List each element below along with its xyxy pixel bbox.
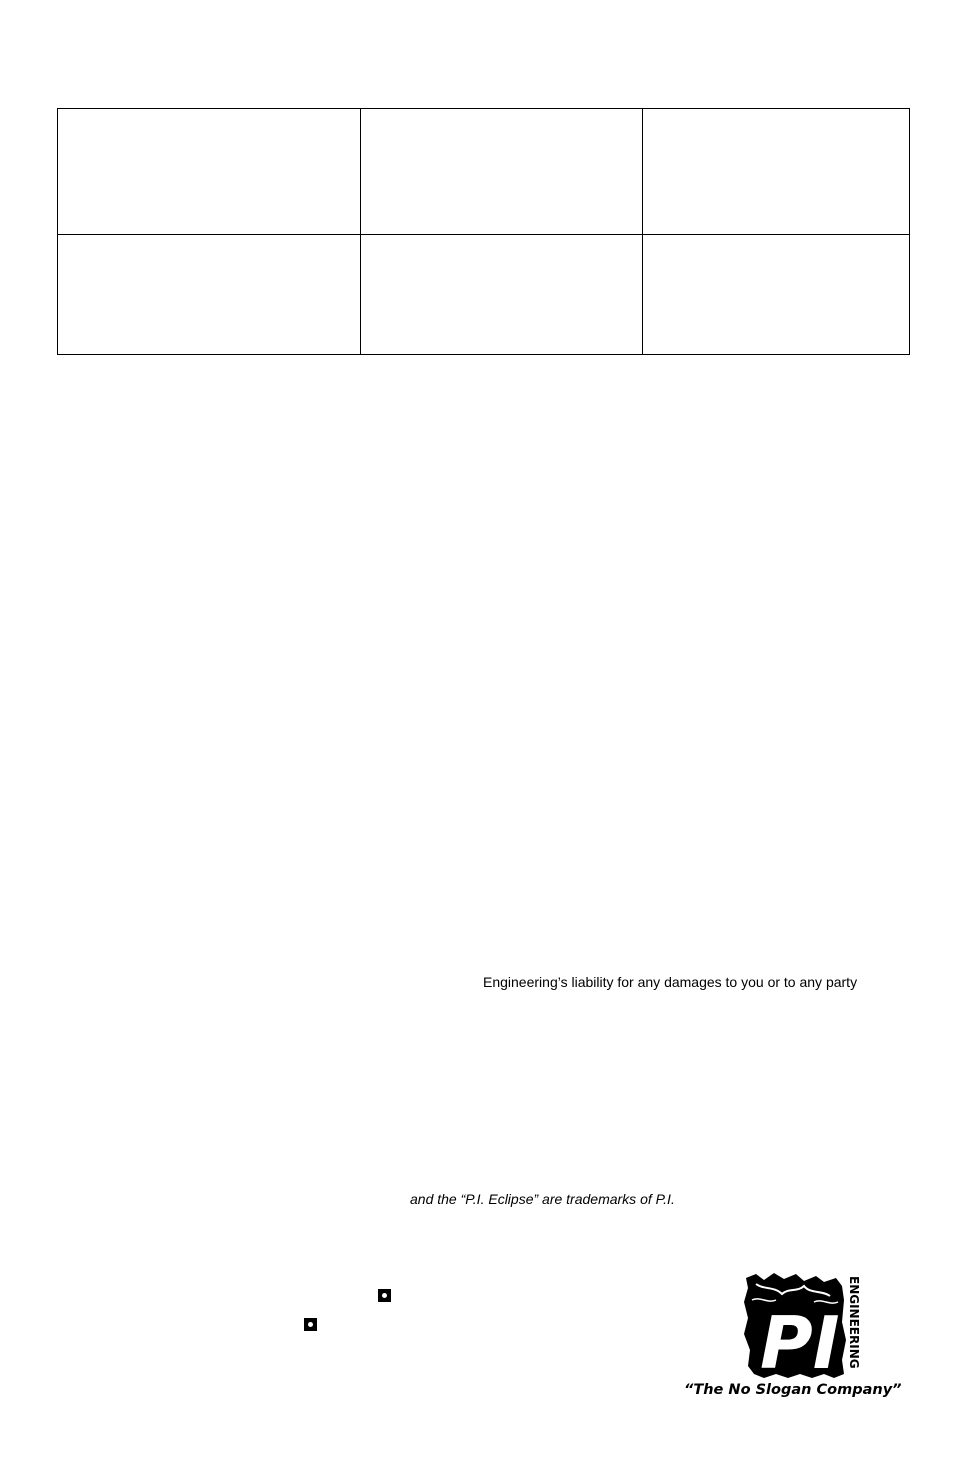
table-cell [643,235,910,355]
table-cell [361,235,643,355]
table-cell [643,109,910,235]
table-cell [361,109,643,235]
logo-side-text [847,1276,861,1369]
trademark-text: and the “P.I. Eclipse” are trademarks of P.I. [410,1191,675,1207]
square-bullet-icon [378,1289,391,1302]
info-table [57,108,910,355]
logo-wordmark [760,1301,840,1385]
table-cell [58,235,361,355]
square-bullet-icon [304,1318,317,1331]
liability-text: Engineering’s liability for any damages to you or to any party [483,974,858,990]
svg-text:ENGINEERING: ENGINEERING [847,1276,861,1369]
table-cell [58,109,361,235]
table-row [58,235,910,355]
svg-text:PI: PI [760,1301,840,1385]
table-row [58,109,910,235]
pi-engineering-logo [684,1270,902,1400]
svg-text:“The No Slogan Company”: “The No Slogan Company” [684,1382,902,1398]
logo-slogan [684,1382,901,1398]
